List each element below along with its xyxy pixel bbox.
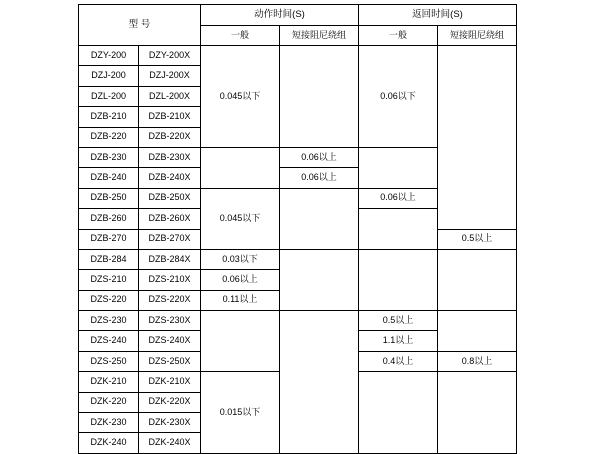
cell-action-normal: 0.11以上 (201, 290, 280, 310)
cell-model-a: DZS-250 (79, 351, 139, 371)
cell-return-normal (359, 372, 438, 454)
cell-model-b: DZS-240X (139, 331, 201, 351)
cell-action-damping (280, 311, 359, 454)
cell-model-a: DZJ-200 (79, 66, 139, 86)
cell-model-b: DZS-250X (139, 351, 201, 371)
cell-model-b: DZK-240X (139, 433, 201, 453)
header-action-normal: 一般 (201, 26, 280, 46)
cell-model-a: DZS-210 (79, 270, 139, 290)
cell-model-b: DZB-250X (139, 188, 201, 208)
cell-model-a: DZB-250 (79, 188, 139, 208)
table-body (79, 46, 517, 454)
cell-model-b: DZS-220X (139, 290, 201, 310)
cell-model-a: DZB-284 (79, 249, 139, 269)
header-return-damping: 短接阻尼绕组 (438, 26, 517, 46)
cell-model-a: DZS-230 (79, 311, 139, 331)
header-action-time: 动作时间(S) (201, 5, 359, 26)
header-return-normal: 一般 (359, 26, 438, 46)
cell-action-damping: 0.06以上 (280, 168, 359, 188)
cell-model-b: DZY-200X (139, 46, 201, 66)
cell-model-b: DZK-230X (139, 413, 201, 433)
cell-model-b: DZB-260X (139, 209, 201, 229)
header-model: 型 号 (79, 5, 201, 46)
cell-return-normal: 0.5以上 (359, 311, 438, 331)
cell-model-a: DZB-260 (79, 209, 139, 229)
cell-action-normal: 0.06以上 (201, 270, 280, 290)
cell-model-b: DZJ-200X (139, 66, 201, 86)
cell-action-damping (280, 188, 359, 249)
cell-model-b: DZB-220X (139, 127, 201, 147)
cell-model-b: DZS-230X (139, 311, 201, 331)
cell-return-normal (359, 209, 438, 250)
cell-model-a: DZK-220 (79, 392, 139, 412)
cell-action-damping (280, 46, 359, 148)
cell-action-normal: 0.045以下 (201, 188, 280, 249)
cell-action-damping: 0.06以上 (280, 147, 359, 167)
cell-model-b: DZB-240X (139, 168, 201, 188)
cell-model-a: DZK-210 (79, 372, 139, 392)
cell-action-normal (201, 311, 280, 372)
cell-return-damping (438, 46, 517, 230)
cell-model-a: DZL-200 (79, 86, 139, 106)
cell-return-damping: 0.8以上 (438, 351, 517, 371)
cell-return-normal: 0.06以上 (359, 188, 438, 208)
cell-return-normal: 0.4以上 (359, 351, 438, 371)
cell-return-normal: 0.06以下 (359, 46, 438, 148)
cell-model-b: DZK-210X (139, 372, 201, 392)
cell-return-damping (438, 372, 517, 454)
cell-model-b: DZS-210X (139, 270, 201, 290)
cell-model-a: DZS-240 (79, 331, 139, 351)
cell-action-damping (280, 249, 359, 310)
cell-action-normal: 0.015以下 (201, 372, 280, 454)
cell-model-a: DZB-240 (79, 168, 139, 188)
header-action-damping: 短接阻尼绕组 (280, 26, 359, 46)
cell-return-damping (438, 311, 517, 352)
header-return-time: 返回时间(S) (359, 5, 517, 26)
table-header-groups (79, 5, 517, 26)
cell-model-a: DZS-220 (79, 290, 139, 310)
table-row (79, 46, 517, 66)
cell-model-a: DZB-210 (79, 107, 139, 127)
relay-timing-table (78, 4, 517, 454)
cell-model-b: DZK-220X (139, 392, 201, 412)
cell-model-b: DZL-200X (139, 86, 201, 106)
cell-return-normal: 1.1以上 (359, 331, 438, 351)
cell-model-b: DZB-284X (139, 249, 201, 269)
cell-model-a: DZB-230 (79, 147, 139, 167)
cell-action-normal (201, 147, 280, 188)
cell-model-a: DZB-220 (79, 127, 139, 147)
cell-model-b: DZB-210X (139, 107, 201, 127)
cell-action-normal: 0.03以下 (201, 249, 280, 269)
cell-return-normal (359, 249, 438, 310)
cell-return-normal (359, 147, 438, 188)
cell-action-normal: 0.045以下 (201, 46, 280, 148)
cell-model-a: DZK-240 (79, 433, 139, 453)
cell-model-a: DZY-200 (79, 46, 139, 66)
cell-return-damping (438, 249, 517, 310)
cell-model-b: DZB-270X (139, 229, 201, 249)
cell-model-a: DZB-270 (79, 229, 139, 249)
table-row (79, 249, 517, 269)
cell-model-b: DZB-230X (139, 147, 201, 167)
cell-model-a: DZK-230 (79, 413, 139, 433)
table-row (79, 311, 517, 331)
cell-return-damping: 0.5以上 (438, 229, 517, 249)
